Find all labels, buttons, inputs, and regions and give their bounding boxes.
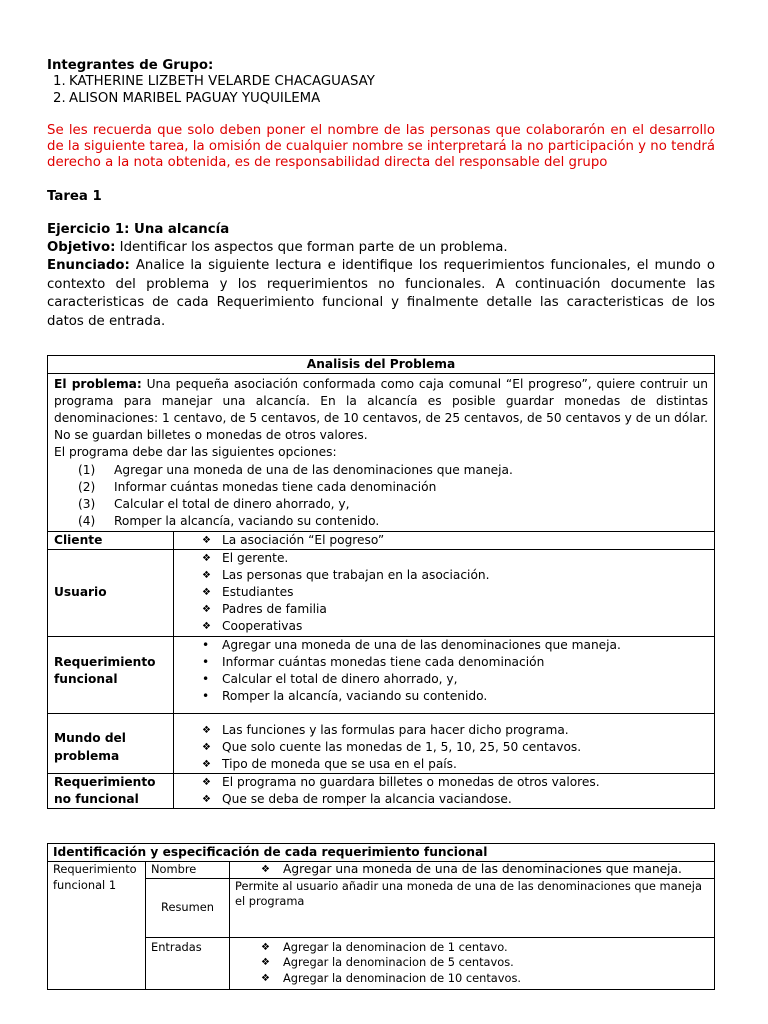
list-item — [180, 688, 708, 705]
list-item — [180, 637, 708, 654]
analysis-header: Analisis del Problema — [48, 356, 715, 374]
member-item — [47, 91, 715, 107]
member-name: KATHERINE LIZBETH VELARDE CHACAGUASAY — [69, 74, 375, 90]
list-item — [235, 862, 709, 877]
list-item — [180, 618, 708, 635]
name-value: Agregar una moneda de una de las denominaciones que maneja. — [283, 862, 682, 877]
list-item — [180, 584, 708, 601]
name-cell — [230, 862, 715, 878]
notice-text: Se les recuerda que solo deben poner el nombre de las personas que colaborarón en el desarrollo de la siguiente tarea, la omisión de cualquier nombre se interpretará la no participación y no tendrá derecho a la nota obtenida, es de responsabilidad directa del responsable del grupo — [47, 122, 715, 171]
list-item — [180, 722, 708, 739]
option-item — [54, 496, 708, 513]
list-item — [180, 756, 708, 773]
option-item — [54, 513, 708, 530]
analysis-table — [47, 355, 715, 809]
bullet-icon: • — [202, 671, 210, 686]
user-text: Estudiantes — [222, 585, 294, 600]
list-item — [235, 940, 709, 955]
user-text: El gerente. — [222, 551, 289, 566]
inputs-cell — [230, 937, 715, 989]
option-number: (2) — [78, 479, 96, 494]
list-item — [180, 654, 708, 671]
diamond-bullet-icon: ❖ — [202, 724, 211, 736]
input-text: Agregar la denominacion de 10 centavos. — [283, 970, 522, 985]
option-text: Calcular el total de dinero ahorrado, y, — [114, 496, 350, 511]
diamond-bullet-icon: ❖ — [202, 741, 211, 753]
inputs-label: Entradas — [146, 937, 230, 989]
member-name: ALISON MARIBEL PAGUAY YUQUILEMA — [69, 90, 321, 106]
member-item — [47, 74, 715, 90]
client-cell — [174, 531, 715, 549]
bullet-icon: • — [202, 637, 210, 652]
diamond-bullet-icon: ❖ — [202, 621, 211, 633]
spec-header: Identificación y especificación de cada requerimiento funcional — [48, 844, 715, 862]
task-title: Tarea 1 — [47, 188, 102, 204]
option-number: (3) — [78, 496, 96, 511]
option-item — [54, 479, 708, 496]
functional-label: Requerimiento funcional — [48, 636, 174, 713]
list-item — [235, 971, 709, 986]
diamond-bullet-icon: ❖ — [261, 957, 270, 969]
diamond-bullet-icon: ❖ — [261, 864, 270, 876]
statement-text: Analice la siguiente lectura e identifique los requerimientos funcionales, el mundo o contexto del problema y los requerimientos no funcionales. A continuación documente las caracteristicas de cada Requerimiento funcional y finalmente detalle las caracteristicas de los datos de entrada. — [47, 258, 715, 329]
list-item — [180, 601, 708, 618]
nonfunctional-cell — [174, 774, 715, 809]
list-item — [180, 532, 708, 549]
option-text: Informar cuántas monedas tiene cada denominación — [114, 479, 437, 494]
option-number: (4) — [78, 513, 96, 528]
diamond-bullet-icon: ❖ — [202, 759, 211, 771]
problem-label: El problema: — [54, 377, 142, 392]
list-item — [180, 774, 708, 791]
option-text: Agregar una moneda de una de las denominaciones que maneja. — [114, 462, 513, 477]
world-cell — [174, 713, 715, 773]
user-text: Las personas que trabajan en la asociación. — [222, 568, 490, 583]
summary-value: Permite al usuario añadir una moneda de una de las denominaciones que maneja el programa — [230, 878, 715, 937]
member-number: 1. — [53, 74, 66, 90]
user-text: Cooperativas — [222, 619, 303, 634]
functional-text: Agregar una moneda de una de las denominaciones que maneja. — [222, 637, 621, 652]
group-title: Integrantes de Grupo: — [47, 58, 214, 73]
objective-text: Identificar los aspectos que forman parte de un problema. — [119, 240, 508, 256]
members-list — [47, 74, 715, 107]
spec-table — [47, 843, 715, 990]
options-intro: El programa debe dar las siguientes opciones: — [54, 445, 337, 460]
option-item — [54, 462, 708, 479]
option-number: (1) — [78, 462, 96, 477]
diamond-bullet-icon: ❖ — [202, 777, 211, 789]
user-label: Usuario — [48, 550, 174, 636]
functional-text: Calcular el total de dinero ahorrado, y, — [222, 671, 458, 686]
document-body — [47, 58, 715, 331]
list-item — [180, 739, 708, 756]
option-text: Romper la alcancía, vaciando su contenido. — [114, 513, 380, 528]
world-text: Que solo cuente las monedas de 1, 5, 10, 25, 50 centavos. — [222, 739, 582, 754]
summary-label: Resumen — [146, 878, 230, 937]
problem-text: Una pequeña asociación conformada como caja comunal “El progreso”, quiere contruir un programa para manejar una alcancía. En la alcancía es posible guardar monedas de distintas denominaciones: 1 centavo, de 5 centavos, de 10 centavos, de 25 centavos, de 50 centavos y de un dólar. No se guardan billetes o monedas de otros valores. — [54, 377, 708, 443]
functional-text: Romper la alcancía, vaciando su contenido. — [222, 688, 488, 703]
client-text: La asociación “El pogreso” — [222, 532, 385, 547]
nonfunctional-label: Requerimiento no funcional — [48, 774, 174, 809]
objective-label: Objetivo: — [47, 240, 116, 256]
user-cell — [174, 550, 715, 636]
diamond-bullet-icon: ❖ — [261, 941, 270, 953]
user-text: Padres de familia — [222, 602, 327, 617]
name-label: Nombre — [146, 862, 230, 878]
diamond-bullet-icon: ❖ — [202, 794, 211, 806]
world-text: Tipo de moneda que se usa en el país. — [222, 757, 457, 772]
nonfunctional-text: Que se deba de romper la alcancia vaciandose. — [222, 792, 512, 807]
problem-paragraph — [54, 376, 708, 444]
world-text: Las funciones y las formulas para hacer dicho programa. — [222, 722, 569, 737]
list-item — [235, 955, 709, 970]
diamond-bullet-icon: ❖ — [202, 534, 211, 546]
list-item — [180, 671, 708, 688]
diamond-bullet-icon: ❖ — [202, 553, 211, 565]
nonfunctional-text: El programa no guardara billetes o monedas de otros valores. — [222, 775, 600, 790]
list-item — [180, 567, 708, 584]
functional-text: Informar cuántas monedas tiene cada denominación — [222, 654, 545, 669]
diamond-bullet-icon: ❖ — [202, 587, 211, 599]
input-text: Agregar la denominacion de 5 centavos. — [283, 955, 514, 970]
problem-cell — [48, 374, 715, 532]
req-label: Requerimiento funcional 1 — [48, 862, 146, 990]
objective — [47, 239, 715, 257]
bullet-icon: • — [202, 688, 210, 703]
member-number: 2. — [53, 90, 66, 106]
diamond-bullet-icon: ❖ — [261, 972, 270, 984]
bullet-icon: • — [202, 654, 210, 669]
diamond-bullet-icon: ❖ — [202, 570, 211, 582]
statement-label: Enunciado: — [47, 258, 130, 274]
statement — [47, 257, 715, 331]
list-item — [180, 791, 708, 808]
list-item — [180, 550, 708, 567]
exercise-title: Ejercicio 1: Una alcancía — [47, 222, 230, 238]
world-label: Mundo del problema — [48, 713, 174, 773]
input-text: Agregar la denominacion de 1 centavo. — [283, 939, 508, 954]
diamond-bullet-icon: ❖ — [202, 604, 211, 616]
client-label: Cliente — [48, 531, 174, 549]
functional-cell — [174, 636, 715, 713]
